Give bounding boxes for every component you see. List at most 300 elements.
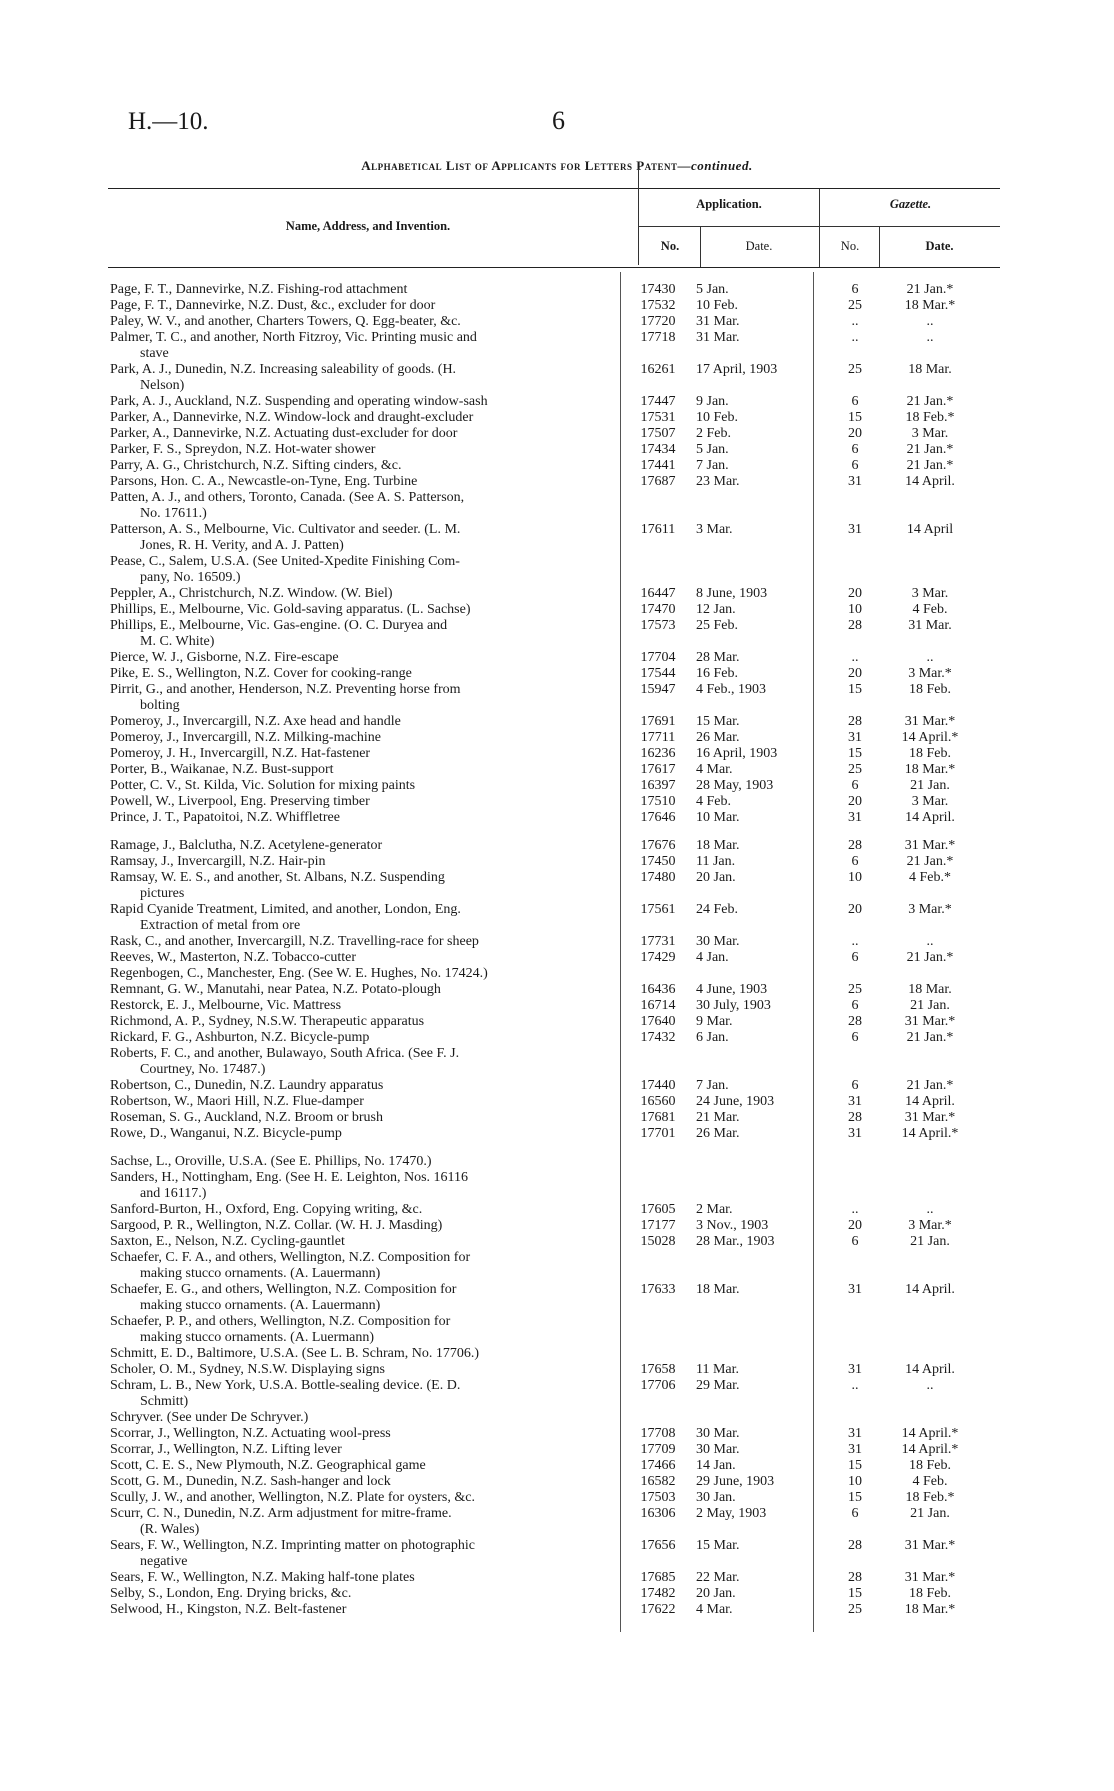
gazette-number: 28: [848, 1014, 862, 1029]
applicant-text: Ramsay, W. E. S., and another, St. Albans, N.Z. Suspending: [110, 870, 445, 885]
gazette-date: ..: [926, 314, 934, 329]
gazette-number: 25: [848, 1602, 862, 1617]
applicant-text: Scorrar, J., Wellington, N.Z. Actuating wool-press: [110, 1426, 391, 1441]
application-date: 28 Mar.: [696, 650, 740, 665]
gazette-number: 6: [851, 1234, 859, 1249]
gazette-number: 6: [851, 1030, 859, 1045]
gazette-number: 25: [848, 762, 862, 777]
application-number: 17685: [640, 1570, 676, 1585]
application-number: 17718: [640, 330, 676, 345]
applicant-entry: [110, 778, 610, 794]
applicant-text: Porter, B., Waikanae, N.Z. Bust-support: [110, 762, 334, 777]
application-number: 16582: [640, 1474, 676, 1489]
gazette-number: 6: [851, 442, 859, 457]
applicant-text-continued: pictures: [140, 886, 185, 901]
application-number: 17708: [640, 1426, 676, 1441]
gazette-date: 21 Jan.: [910, 778, 950, 793]
gazette-date: 4 Feb.: [912, 1474, 948, 1489]
applicant-text: Pease, C., Salem, U.S.A. (See United-Xpedite Finishing Com-: [110, 554, 460, 569]
gazette-number: 28: [848, 838, 862, 853]
column-app-date-header: Date.: [745, 239, 773, 253]
column-gazette-date-header: Date.: [925, 239, 954, 253]
applicant-entry: [110, 426, 610, 442]
gazette-date: 3 Mar.: [911, 426, 949, 441]
applicant-entry: [110, 854, 610, 870]
applicant-entry: [110, 934, 610, 950]
applicant-text: Roseman, S. G., Auckland, N.Z. Broom or brush: [110, 1110, 383, 1125]
application-number: 17711: [640, 730, 676, 745]
gazette-date: 21 Jan.*: [906, 394, 954, 409]
applicant-entry: [110, 282, 610, 298]
application-number: 17658: [640, 1362, 676, 1377]
applicant-text: Ramsay, J., Invercargill, N.Z. Hair-pin: [110, 854, 326, 869]
application-date: 4 Mar.: [696, 1602, 733, 1617]
applicant-text: Scully, J. W., and another, Wellington, N.Z. Plate for oysters, &c.: [110, 1490, 475, 1505]
applicant-entry: [110, 1046, 610, 1078]
application-date: 16 Feb.: [696, 666, 738, 681]
application-date: 23 Mar.: [696, 474, 740, 489]
applicant-text-continued: Jones, R. H. Verity, and A. J. Patten): [140, 538, 344, 553]
applicant-entry: [110, 1078, 610, 1094]
application-number: 17510: [640, 794, 676, 809]
applicant-text: Phillips, E., Melbourne, Vic. Gold-saving apparatus. (L. Sachse): [110, 602, 471, 617]
applicant-text: Sachse, L., Oroville, U.S.A. (See E. Phillips, No. 17470.): [110, 1154, 432, 1169]
application-number: 17466: [640, 1458, 676, 1473]
application-date: 7 Jan.: [696, 458, 729, 473]
applicant-text: Sanford-Burton, H., Oxford, Eng. Copying writing, &c.: [110, 1202, 423, 1217]
applicant-entry: [110, 950, 610, 966]
column-gazette-no-header: No.: [840, 239, 860, 253]
page-number: 6: [552, 106, 565, 135]
application-number: 17611: [640, 522, 676, 537]
application-date: 24 Feb.: [696, 902, 738, 917]
application-date: 18 Mar.: [696, 1282, 740, 1297]
application-number: 17470: [640, 602, 676, 617]
title-continued: continued.: [691, 158, 753, 173]
gazette-number: 31: [848, 1282, 862, 1297]
application-number: 17656: [640, 1538, 676, 1553]
column-application-header: Application.: [696, 197, 762, 211]
application-number: 17640: [640, 1014, 676, 1029]
header-divider: [638, 169, 639, 265]
application-number: 17177: [640, 1218, 676, 1233]
applicant-entry: [110, 522, 610, 554]
applicant-text: Pierce, W. J., Gisborne, N.Z. Fire-escape: [110, 650, 339, 665]
applicant-entry: [110, 586, 610, 602]
application-number: 17450: [640, 854, 676, 869]
applicant-text: Parker, A., Dannevirke, N.Z. Actuating dust-excluder for door: [110, 426, 458, 441]
applicant-entry: [110, 1570, 610, 1586]
header-divider: [879, 227, 880, 267]
applicant-text: Phillips, E., Melbourne, Vic. Gas-engine. (O. C. Duryea and: [110, 618, 448, 633]
application-number: 17720: [640, 314, 676, 329]
application-date: 28 Mar., 1903: [696, 1234, 775, 1249]
application-date: 20 Jan.: [696, 1586, 736, 1601]
applicant-entry: [110, 794, 610, 810]
application-date: 7 Jan.: [696, 1078, 729, 1093]
gazette-date: 21 Jan.*: [906, 442, 954, 457]
gazette-number: 6: [851, 1506, 859, 1521]
application-number: 17687: [640, 474, 676, 489]
applicant-entry: [110, 1314, 610, 1346]
application-number: 17709: [640, 1442, 676, 1457]
gazette-date: 14 April.: [905, 1094, 955, 1109]
gazette-date: 31 Mar.*: [904, 1014, 956, 1029]
applicant-entry: [110, 1030, 610, 1046]
gazette-date: 4 Feb.: [912, 602, 948, 617]
applicant-entry: [110, 1474, 610, 1490]
gazette-number: 20: [848, 666, 862, 681]
gazette-date: 14 April.*: [901, 730, 959, 745]
applicant-text: Schaefer, P. P., and others, Wellington, N.Z. Composition for: [110, 1314, 451, 1329]
gazette-date: 21 Jan.*: [906, 282, 954, 297]
applicant-entry: [110, 474, 610, 490]
applicant-text: Rask, C., and another, Invercargill, N.Z. Travelling-race for sheep: [110, 934, 479, 949]
application-date: 14 Jan.: [696, 1458, 736, 1473]
gazette-date: 18 Feb.: [909, 682, 951, 697]
gazette-date: 21 Jan.: [910, 998, 950, 1013]
gazette-number: 25: [848, 298, 862, 313]
gazette-number: 31: [848, 730, 862, 745]
application-date: 30 Mar.: [696, 1426, 740, 1441]
gazette-number: ..: [851, 1378, 859, 1393]
applicant-entry: [110, 1170, 610, 1202]
gazette-number: 31: [848, 522, 862, 537]
application-number: 17430: [640, 282, 676, 297]
gazette-number: ..: [851, 1202, 859, 1217]
applicant-text: Schmitt, E. D., Baltimore, U.S.A. (See L. B. Schram, No. 17706.): [110, 1346, 480, 1361]
application-date: 21 Mar.: [696, 1110, 740, 1125]
table-header: [108, 188, 1000, 268]
applicant-text: Regenbogen, C., Manchester, Eng. (See W. E. Hughes, No. 17424.): [110, 966, 488, 981]
gazette-number: 28: [848, 618, 862, 633]
applicant-text: Parsons, Hon. C. A., Newcastle-on-Tyne, Eng. Turbine: [110, 474, 418, 489]
gazette-date: 18 Feb.: [909, 746, 951, 761]
applicant-text-continued: making stucco ornaments. (A. Lauermann): [140, 1298, 381, 1313]
column-name-header: Name, Address, and Invention.: [285, 219, 451, 233]
gazette-number: 6: [851, 282, 859, 297]
applicant-text: Peppler, A., Christchurch, N.Z. Window. (W. Biel): [110, 586, 393, 601]
applicant-entry: [110, 1218, 610, 1234]
applicant-text: Sears, F. W., Wellington, N.Z. Imprinting matter on photographic: [110, 1538, 475, 1553]
application-date: 11 Jan.: [696, 854, 736, 869]
application-date: 18 Mar.: [696, 838, 740, 853]
applicant-text: Scorrar, J., Wellington, N.Z. Lifting lever: [110, 1442, 342, 1457]
application-number: 17544: [640, 666, 676, 681]
application-date: 29 Mar.: [696, 1378, 740, 1393]
applicant-text: Rowe, D., Wanganui, N.Z. Bicycle-pump: [110, 1126, 342, 1141]
gazette-number: ..: [851, 330, 859, 345]
applicant-entry: [110, 1586, 610, 1602]
application-number: 17503: [640, 1490, 676, 1505]
application-date: 30 Jan.: [696, 1490, 736, 1505]
applicant-text-continued: Nelson): [140, 378, 185, 393]
gazette-number: 31: [848, 474, 862, 489]
applicant-text: Pomeroy, J. H., Invercargill, N.Z. Hat-fastener: [110, 746, 371, 761]
page-title: [0, 158, 1114, 174]
application-number: 16714: [640, 998, 676, 1013]
application-number: 16447: [640, 586, 676, 601]
applicant-text: Rapid Cyanide Treatment, Limited, and another, London, Eng.: [110, 902, 461, 917]
applicant-entry: [110, 1126, 610, 1142]
applicant-entry: [110, 838, 610, 854]
applicant-text: Restorck, E. J., Melbourne, Vic. Mattress: [110, 998, 342, 1013]
application-number: 17646: [640, 810, 676, 825]
gazette-date: 3 Mar.*: [908, 1218, 952, 1233]
gazette-date: 21 Jan.*: [906, 1030, 954, 1045]
gazette-date: ..: [926, 1202, 934, 1217]
application-date: 28 May, 1903: [696, 778, 774, 793]
applicant-text: Sears, F. W., Wellington, N.Z. Making half-tone plates: [110, 1570, 415, 1585]
application-date: 30 Mar.: [696, 934, 740, 949]
application-number: 17480: [640, 870, 676, 885]
application-date: 10 Mar.: [696, 810, 740, 825]
applicant-text: Schaefer, E. G., and others, Wellington, N.Z. Composition for: [110, 1282, 457, 1297]
applicant-text: Page, F. T., Dannevirke, N.Z. Fishing-rod attachment: [110, 282, 408, 297]
applicant-text: Saxton, E., Nelson, N.Z. Cycling-gauntlet: [110, 1234, 345, 1249]
applicant-entry: [110, 998, 610, 1014]
application-number: 16397: [640, 778, 676, 793]
application-number: 16436: [640, 982, 676, 997]
gazette-number: ..: [851, 650, 859, 665]
gazette-date: ..: [926, 330, 934, 345]
application-number: 17617: [640, 762, 676, 777]
gazette-date: 14 April.*: [901, 1442, 959, 1457]
gazette-number: 25: [848, 362, 862, 377]
application-number: 17706: [640, 1378, 676, 1393]
application-date: 31 Mar.: [696, 314, 740, 329]
application-number: 17701: [640, 1126, 676, 1141]
gazette-date: 3 Mar.*: [908, 666, 952, 681]
gazette-date: 14 April.: [905, 1362, 955, 1377]
gazette-date: 3 Mar.: [911, 586, 949, 601]
applicant-entry: [110, 1154, 610, 1170]
application-date: 9 Jan.: [696, 394, 729, 409]
gazette-date: 3 Mar.*: [908, 902, 952, 917]
gazette-date: 31 Mar.*: [904, 1538, 956, 1553]
gazette-number: 10: [848, 602, 862, 617]
application-date: 5 Jan.: [696, 442, 729, 457]
applicant-entry: [110, 682, 610, 714]
application-date: 5 Jan.: [696, 282, 729, 297]
application-date: 31 Mar.: [696, 330, 740, 345]
gazette-date: ..: [926, 934, 934, 949]
applicant-entry: [110, 1538, 610, 1570]
applicant-entry: [110, 1490, 610, 1506]
applicant-text-continued: No. 17611.): [140, 506, 207, 521]
applicant-text-continued: negative: [140, 1554, 188, 1569]
application-date: 10 Feb.: [696, 410, 738, 425]
applicant-entry: [110, 458, 610, 474]
application-number: 17507: [640, 426, 676, 441]
applicant-entry: [110, 902, 610, 934]
gazette-number: 15: [848, 410, 862, 425]
gazette-date: 18 Feb.*: [905, 410, 955, 425]
gazette-number: 20: [848, 1218, 862, 1233]
gazette-number: 31: [848, 810, 862, 825]
applicant-entry: [110, 410, 610, 426]
applicant-text: Schram, L. B., New York, U.S.A. Bottle-sealing device. (E. D.: [110, 1378, 461, 1393]
gazette-date: 31 Mar.*: [904, 1110, 956, 1125]
applicant-text: Pomeroy, J., Invercargill, N.Z. Axe head and handle: [110, 714, 401, 729]
applicant-entry: [110, 746, 610, 762]
application-number: 16560: [640, 1094, 676, 1109]
applicant-entry: [110, 602, 610, 618]
applicant-text: Pike, E. S., Wellington, N.Z. Cover for cooking-range: [110, 666, 412, 681]
applicant-text: Sargood, P. R., Wellington, N.Z. Collar. (W. H. J. Masding): [110, 1218, 443, 1233]
application-date: 16 April, 1903: [696, 746, 778, 761]
gazette-number: 15: [848, 1490, 862, 1505]
applicant-entry: [110, 554, 610, 586]
application-date: 2 Mar.: [696, 1202, 733, 1217]
application-date: 17 April, 1903: [696, 362, 778, 377]
applicant-entry: [110, 394, 610, 410]
gazette-number: 6: [851, 854, 859, 869]
application-number: 17482: [640, 1586, 676, 1601]
application-number: 17441: [640, 458, 676, 473]
applicant-text: Parry, A. G., Christchurch, N.Z. Sifting cinders, &c.: [110, 458, 402, 473]
applicant-entry: [110, 1234, 610, 1250]
applicant-entry: [110, 1346, 610, 1362]
gazette-number: ..: [851, 934, 859, 949]
gazette-number: 15: [848, 682, 862, 697]
header-divider: [819, 189, 820, 267]
applicant-text-continued: making stucco ornaments. (A. Luermann): [140, 1330, 375, 1345]
applicant-entry: [110, 966, 610, 982]
application-date: 26 Mar.: [696, 1126, 740, 1141]
applicant-text-continued: stave: [140, 346, 169, 361]
application-date: 2 Feb.: [696, 426, 731, 441]
gazette-date: 21 Jan.*: [906, 1078, 954, 1093]
applicant-entry: [110, 1250, 610, 1282]
gazette-number: 31: [848, 1362, 862, 1377]
application-number: 17440: [640, 1078, 676, 1093]
gazette-number: 10: [848, 1474, 862, 1489]
applicant-entry: [110, 1094, 610, 1110]
application-date: 26 Mar.: [696, 730, 740, 745]
applicant-text: Powell, W., Liverpool, Eng. Preserving timber: [110, 794, 370, 809]
application-number: 17429: [640, 950, 676, 965]
applicant-text-continued: M. C. White): [140, 634, 215, 649]
application-date: 10 Feb.: [696, 298, 738, 313]
applicant-text: Pirrit, G., and another, Henderson, N.Z. Preventing horse from: [110, 682, 461, 697]
application-number: 16236: [640, 746, 676, 761]
applicant-text: Patterson, A. S., Melbourne, Vic. Cultivator and seeder. (L. M.: [110, 522, 461, 537]
applicant-text-continued: (R. Wales): [140, 1522, 200, 1537]
applicant-text: Remnant, G. W., Manutahi, near Patea, N.Z. Potato-plough: [110, 982, 441, 997]
gazette-date: 21 Jan.*: [906, 458, 954, 473]
gazette-number: 20: [848, 426, 862, 441]
gazette-date: ..: [926, 1378, 934, 1393]
applicant-text: Reeves, W., Masterton, N.Z. Tobacco-cutter: [110, 950, 357, 965]
gazette-number: 6: [851, 458, 859, 473]
applicant-entry: [110, 362, 610, 394]
gazette-number: 28: [848, 1570, 862, 1585]
column-app-no-header: No.: [660, 239, 680, 253]
application-number: 17434: [640, 442, 676, 457]
gazette-number: 25: [848, 982, 862, 997]
applicant-text: Robertson, C., Dunedin, N.Z. Laundry apparatus: [110, 1078, 384, 1093]
application-date: 2 May, 1903: [696, 1506, 767, 1521]
application-number: 17605: [640, 1202, 676, 1217]
applicant-entry: [110, 870, 610, 902]
applicant-entry: [110, 730, 610, 746]
applicant-text: Schaefer, C. F. A., and others, Wellington, N.Z. Composition for: [110, 1250, 471, 1265]
application-date: 30 July, 1903: [696, 998, 771, 1013]
gazette-date: 14 April.: [905, 1282, 955, 1297]
applicant-text: Sanders, H., Nottingham, Eng. (See H. E. Leighton, Nos. 16116: [110, 1170, 468, 1185]
applicant-text: Selby, S., London, Eng. Drying bricks, &c.: [110, 1586, 352, 1601]
gazette-number: 31: [848, 1442, 862, 1457]
applicant-text-continued: Extraction of metal from ore: [140, 918, 301, 933]
applicant-entry: [110, 1410, 610, 1426]
applicant-entry: [110, 298, 610, 314]
gazette-date: ..: [926, 650, 934, 665]
applicant-entry: [110, 762, 610, 778]
header-divider: [700, 227, 701, 267]
application-number: 17731: [640, 934, 676, 949]
gazette-date: 21 Jan.*: [906, 854, 954, 869]
gazette-date: 14 April.: [905, 474, 955, 489]
application-number: 17447: [640, 394, 676, 409]
applicant-text: Potter, C. V., St. Kilda, Vic. Solution for mixing paints: [110, 778, 416, 793]
application-date: 15 Mar.: [696, 714, 740, 729]
application-date: 4 Jan.: [696, 950, 729, 965]
gazette-date: 31 Mar.*: [904, 1570, 956, 1585]
applicant-text: Page, F. T., Dannevirke, N.Z. Dust, &c., excluder for door: [110, 298, 436, 313]
application-number: 17633: [640, 1282, 676, 1297]
application-number: 17704: [640, 650, 676, 665]
applicant-entry: [110, 650, 610, 666]
application-number: 17691: [640, 714, 676, 729]
gazette-number: 15: [848, 746, 862, 761]
applicant-text: Paley, W. V., and another, Charters Towers, Q. Egg-beater, &c.: [110, 314, 461, 329]
gazette-number: 6: [851, 998, 859, 1013]
applicant-text: Palmer, T. C., and another, North Fitzroy, Vic. Printing music and: [110, 330, 477, 345]
application-date: 9 Mar.: [696, 1014, 733, 1029]
applicant-text: Parker, A., Dannevirke, N.Z. Window-lock and draught-excluder: [110, 410, 474, 425]
gazette-date: 14 April: [906, 522, 954, 537]
gazette-date: 31 Mar.*: [904, 838, 956, 853]
applicant-entry: [110, 1362, 610, 1378]
application-number: 15947: [640, 682, 676, 697]
gazette-date: 18 Feb.: [909, 1586, 951, 1601]
application-date: 3 Nov., 1903: [696, 1218, 769, 1233]
applicant-entry: [110, 1014, 610, 1030]
gazette-date: 31 Mar.*: [904, 714, 956, 729]
gazette-date: 18 Mar.: [908, 362, 952, 377]
gazette-number: 20: [848, 902, 862, 917]
applicant-text-continued: Courtney, No. 17487.): [140, 1062, 266, 1077]
applicant-text: Selwood, H., Kingston, N.Z. Belt-fastener: [110, 1602, 347, 1617]
header-divider: [638, 226, 1000, 227]
gazette-number: 6: [851, 394, 859, 409]
applicant-entry: [110, 1602, 610, 1618]
gazette-number: 31: [848, 1094, 862, 1109]
applicant-text: Scurr, C. N., Dunedin, N.Z. Arm adjustment for mitre-frame.: [110, 1506, 452, 1521]
application-number: 17622: [640, 1602, 676, 1617]
applicant-text: Prince, J. T., Papatoitoi, N.Z. Whiffletree: [110, 810, 340, 825]
gazette-number: 6: [851, 1078, 859, 1093]
applicant-text: Roberts, F. C., and another, Bulawayo, South Africa. (See F. J.: [110, 1046, 460, 1061]
application-date: 15 Mar.: [696, 1538, 740, 1553]
application-date: 25 Feb.: [696, 618, 738, 633]
applicant-text: Scott, C. E. S., New Plymouth, N.Z. Geographical game: [110, 1458, 426, 1473]
gazette-date: 4 Feb.*: [909, 870, 951, 885]
application-number: 17561: [640, 902, 676, 917]
gazette-date: 21 Jan.: [910, 1234, 950, 1249]
gazette-date: 18 Mar.*: [904, 762, 956, 777]
